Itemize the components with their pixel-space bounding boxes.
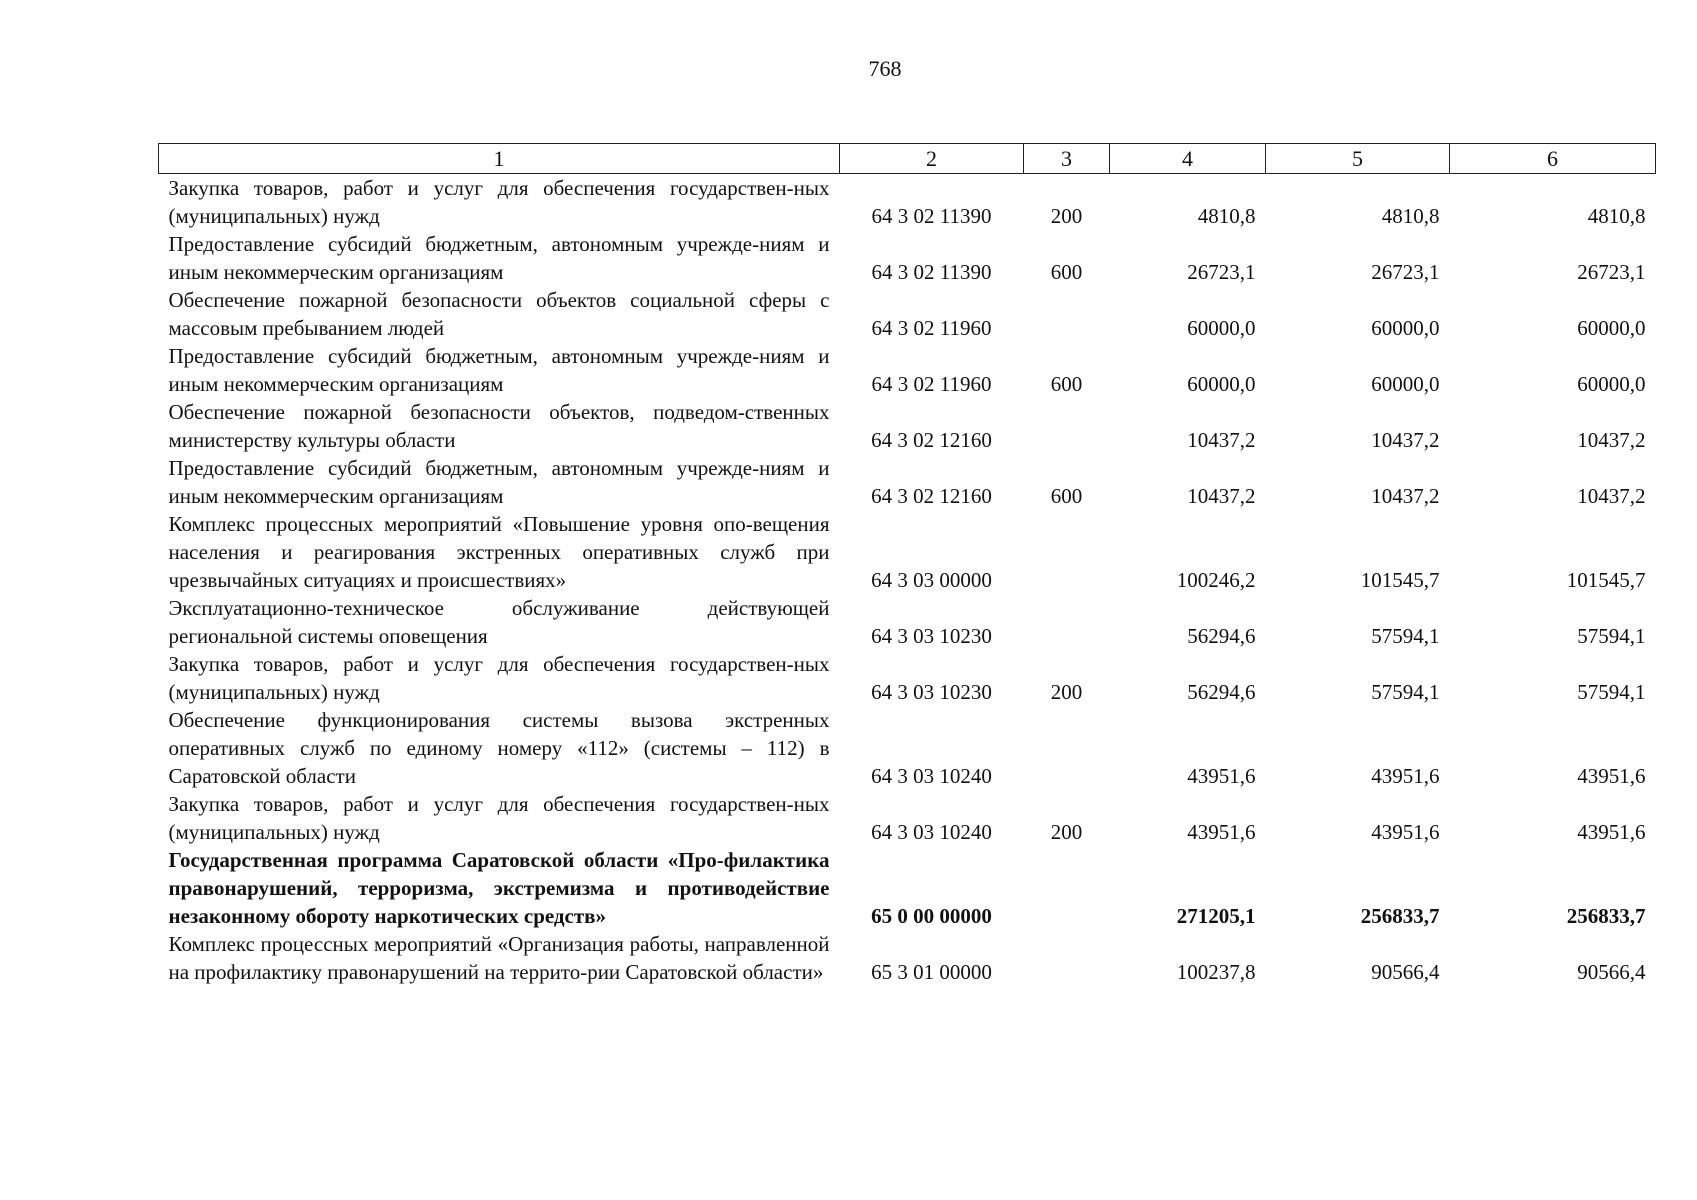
table-row — [159, 790, 1656, 846]
row-code: 64 3 02 11960 — [871, 372, 992, 396]
table-row — [159, 342, 1656, 398]
row-name: Закупка товаров, работ и услуг для обеспечения государствен-ных (муниципальных) нужд — [168, 792, 830, 844]
row-value-col4: 43951,6 — [1187, 764, 1256, 788]
row-value-col6: 90566,4 — [1577, 960, 1646, 984]
row-value-col5: 26723,1 — [1371, 260, 1440, 284]
row-expense-type — [1024, 594, 1110, 650]
column-header-4: 4 — [1110, 144, 1266, 174]
row-value-col5: 57594,1 — [1371, 624, 1440, 648]
row-value-col5: 43951,6 — [1371, 820, 1440, 844]
row-value-col6: 10437,2 — [1577, 428, 1646, 452]
row-expense-type: 600 — [1050, 372, 1083, 396]
row-code: 65 0 00 00000 — [871, 904, 992, 928]
row-code: 64 3 03 00000 — [871, 568, 992, 592]
row-name: Предоставление субсидий бюджетным, автономным учрежде-ниям и иным некоммерческим организациям — [168, 344, 830, 396]
row-value-col6: 43951,6 — [1577, 820, 1646, 844]
row-value-col5: 4810,8 — [1381, 204, 1440, 228]
row-value-col4: 10437,2 — [1187, 484, 1256, 508]
row-name: Закупка товаров, работ и услуг для обеспечения государствен-ных (муниципальных) нужд — [168, 652, 830, 704]
row-value-col5: 90566,4 — [1371, 960, 1440, 984]
row-value-col5: 43951,6 — [1371, 764, 1440, 788]
row-expense-type — [1024, 706, 1110, 790]
column-header-6: 6 — [1450, 144, 1656, 174]
row-expense-type — [1024, 846, 1110, 930]
row-name: Государственная программа Саратовской области «Про-филактика правонарушений, терроризма, экстремизма и противодействие незаконному обороту наркотических средств» — [168, 848, 830, 928]
table-row — [159, 594, 1656, 650]
table-row — [159, 706, 1656, 790]
row-value-col6: 57594,1 — [1577, 680, 1646, 704]
row-code: 64 3 03 10230 — [871, 624, 992, 648]
row-value-col5: 256833,7 — [1360, 904, 1440, 928]
row-value-col5: 101545,7 — [1360, 568, 1440, 592]
row-value-col6: 26723,1 — [1577, 260, 1646, 284]
row-value-col4: 100237,8 — [1176, 960, 1256, 984]
row-value-col4: 56294,6 — [1187, 680, 1256, 704]
row-value-col5: 57594,1 — [1371, 680, 1440, 704]
row-value-col4: 43951,6 — [1187, 820, 1256, 844]
row-expense-type: 600 — [1050, 260, 1083, 284]
column-header-2: 2 — [840, 144, 1024, 174]
budget-table — [158, 143, 1656, 986]
row-expense-type: 200 — [1050, 820, 1083, 844]
row-value-col6: 60000,0 — [1577, 316, 1646, 340]
row-name: Предоставление субсидий бюджетным, автономным учрежде-ниям и иным некоммерческим организациям — [168, 456, 830, 508]
row-value-col4: 271205,1 — [1176, 904, 1256, 928]
row-expense-type: 200 — [1050, 680, 1083, 704]
row-value-col4: 26723,1 — [1187, 260, 1256, 284]
row-expense-type: 200 — [1050, 204, 1083, 228]
table-row — [159, 930, 1656, 986]
row-value-col6: 60000,0 — [1577, 372, 1646, 396]
row-name: Обеспечение функционирования системы вызова экстренных оперативных служб по единому номеру «112» (системы – 112) в Саратовской области — [168, 708, 830, 788]
row-value-col6: 10437,2 — [1577, 484, 1646, 508]
row-value-col5: 60000,0 — [1371, 316, 1440, 340]
table-header-row — [159, 144, 1656, 174]
table-row — [159, 846, 1656, 930]
row-name: Предоставление субсидий бюджетным, автономным учрежде-ниям и иным некоммерческим организациям — [168, 232, 830, 284]
row-name: Обеспечение пожарной безопасности объектов, подведом-ственных министерству культуры области — [168, 400, 830, 452]
row-value-col6: 57594,1 — [1577, 624, 1646, 648]
row-value-col5: 10437,2 — [1371, 428, 1440, 452]
row-code: 64 3 03 10240 — [871, 820, 992, 844]
row-code: 64 3 02 11960 — [871, 316, 992, 340]
row-expense-type — [1024, 398, 1110, 454]
row-value-col6: 101545,7 — [1566, 568, 1646, 592]
row-value-col4: 56294,6 — [1187, 624, 1256, 648]
row-code: 65 3 01 00000 — [871, 960, 992, 984]
row-value-col5: 10437,2 — [1371, 484, 1440, 508]
row-expense-type — [1024, 510, 1110, 594]
row-name: Эксплуатационно-техническое обслуживание действующей региональной системы оповещения — [168, 596, 830, 648]
row-value-col6: 43951,6 — [1577, 764, 1646, 788]
row-value-col4: 100246,2 — [1176, 568, 1256, 592]
table-row — [159, 230, 1656, 286]
row-code: 64 3 03 10240 — [871, 764, 992, 788]
table-row — [159, 454, 1656, 510]
row-expense-type — [1024, 286, 1110, 342]
row-code: 64 3 03 10230 — [871, 680, 992, 704]
table-row — [159, 174, 1656, 231]
row-name: Комплекс процессных мероприятий «Повышение уровня опо-вещения населения и реагирования экстренных оперативных служб при чрезвычайных ситуациях и происшествиях» — [168, 512, 830, 592]
table-row — [159, 286, 1656, 342]
column-header-1: 1 — [159, 144, 840, 174]
row-expense-type — [1024, 930, 1110, 986]
row-code: 64 3 02 11390 — [871, 260, 992, 284]
table-row — [159, 510, 1656, 594]
column-header-3: 3 — [1024, 144, 1110, 174]
table-row — [159, 398, 1656, 454]
row-value-col4: 10437,2 — [1187, 428, 1256, 452]
row-expense-type: 600 — [1050, 484, 1083, 508]
row-name: Обеспечение пожарной безопасности объектов социальной сферы с массовым пребыванием людей — [168, 288, 830, 340]
row-value-col6: 4810,8 — [1587, 204, 1646, 228]
row-value-col4: 4810,8 — [1197, 204, 1256, 228]
row-name: Закупка товаров, работ и услуг для обеспечения государствен-ных (муниципальных) нужд — [168, 176, 830, 228]
row-code: 64 3 02 12160 — [871, 484, 992, 508]
row-value-col4: 60000,0 — [1187, 372, 1256, 396]
table-row — [159, 650, 1656, 706]
row-value-col6: 256833,7 — [1566, 904, 1646, 928]
row-code: 64 3 02 11390 — [871, 204, 992, 228]
row-value-col5: 60000,0 — [1371, 372, 1440, 396]
row-name: Комплекс процессных мероприятий «Организация работы, направленной на профилактику правонарушений на террито-рии Саратовской области» — [168, 932, 830, 984]
row-code: 64 3 02 12160 — [871, 428, 992, 452]
row-value-col4: 60000,0 — [1187, 316, 1256, 340]
page-number: 768 — [868, 56, 902, 81]
column-header-5: 5 — [1266, 144, 1450, 174]
